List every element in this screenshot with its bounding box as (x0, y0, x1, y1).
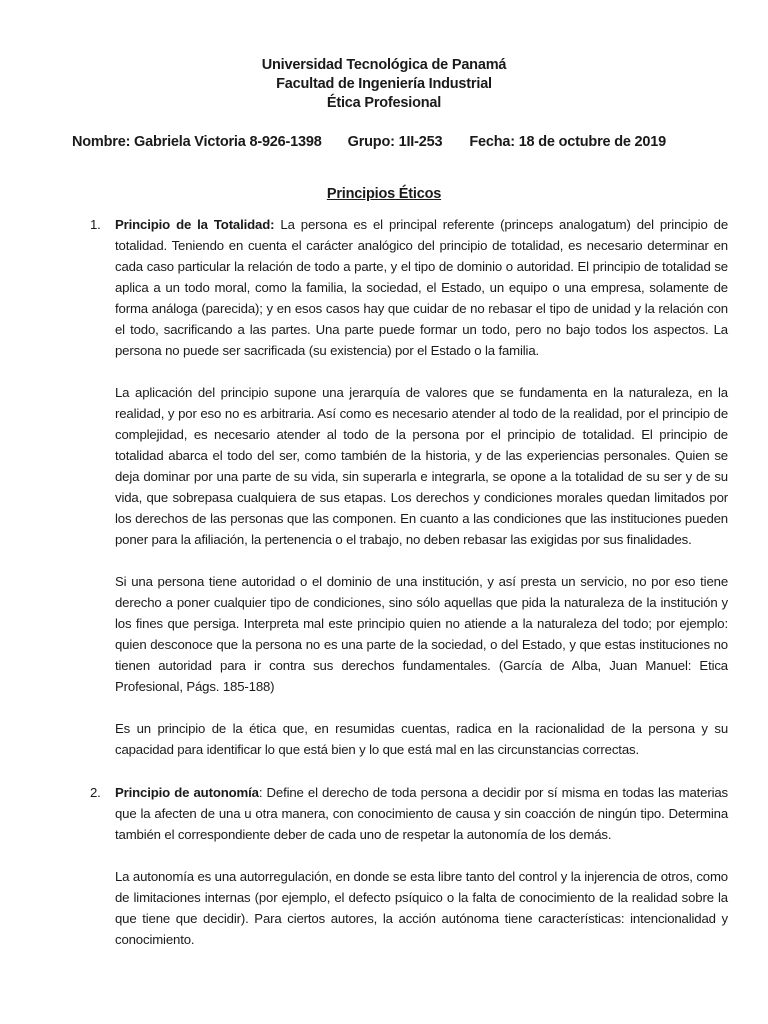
student-name: Nombre: Gabriela Victoria 8-926-1398 (72, 134, 322, 150)
principle-item-totalidad (90, 214, 728, 760)
body-paragraph: La aplicación del principio supone una jerarquía de valores que se fundamenta en la naturaleza, en la realidad, y por eso no es arbitraria. Así como es necesario atender al todo de la realidad, por el principio de complejidad, es necesario atender al todo de la persona por el principio de totalidad. El principio de totalidad abarca el todo del ser, como también de la historia, y de las experiencias personales. Quien se deja dominar por una parte de su vida, sin superarla e integrarla, se opone a la totalidad de su ser y de su vida, que sobrepasa cualquiera de sus etapas. Los derechos y condiciones morales quedan limitados por los derechos de las personas que las componen. En cuanto a las condiciones que las instituciones pueden poner para la afiliación, la pertenencia o el trabajo, no deben rebasar las exigidas por sus finalidades. (115, 385, 728, 547)
faculty-name: Facultad de Ingeniería Industrial (276, 76, 492, 92)
student-group: Grupo: 1II-253 (347, 134, 443, 150)
principle-intro-paragraph (115, 782, 728, 845)
list-number: 1. (90, 217, 101, 232)
principle-intro-paragraph (115, 214, 728, 361)
document-header (0, 56, 768, 113)
submission-date: Fecha: 18 de octubre de 2019 (469, 134, 667, 150)
principle-heading: Principio de la Totalidad: (115, 217, 275, 232)
body-paragraph: Si una persona tiene autoridad o el dominio de una institución, y así presta un servicio, no por eso tiene derecho a poner cualquier tipo de condiciones, sino sólo aquellas que pida la naturaleza de la institución y los fines que persiga. Interpreta mal este principio quien no atiende a la naturaleza del todo; por ejemplo: quien desconoce que la persona no es una parte de la sociedad, o del Estado, y que estas instituciones no tienen autoridad para ir contra sus derechos fundamentales. (García de Alba, Juan Manuel: Etica Profesional, Págs. 185-188) (115, 574, 728, 694)
body-paragraph: La autonomía es una autorregulación, en donde se esta libre tanto del control y la injerencia de otros, como de limitaciones internas (por ejemplo, el defecto psíquico o la falta de conocimiento de la realidad sobre la que tiene que decidir). Para ciertos autores, la acción autónoma tiene características: intencionalidad y conocimiento. (115, 869, 728, 947)
student-info (72, 134, 666, 150)
principle-intro-text: La persona es el principal referente (princeps analogatum) del principio de totalidad. Teniendo en cuenta el carácter analógico del principio de totalidad, es necesario determinar en cada caso particular la relación de todo a parte, y el tipo de dominio o autoridad. El principio de totalidad se aplica a un todo moral, como la familia, la sociedad, el Estado, un equipo o una empresa, solamente de forma análoga (parecida); y en esos casos hay que cuidar de no rebasar el tipo de unidad y la relación con el todo, sacrificando a las partes. Una parte puede formar un todo, pero no bajo todos los aspectos. La persona no puede ser sacrificada (su existencia) por el Estado o la familia. (115, 217, 728, 358)
course-name: Ética Profesional (326, 95, 442, 111)
principle-intro-text: : Define el derecho de toda persona a decidir por sí misma en todas las materias que la afecten de una u otra manera, con conocimiento de causa y sin coacción de ningún tipo. Determina también el correspondiente deber de cada uno de respetar la autonomía de los demás. (115, 785, 728, 842)
document-body (90, 214, 728, 950)
document-title: Principios Éticos (326, 186, 442, 202)
list-number: 2. (90, 785, 101, 800)
principle-item-autonomia (90, 782, 728, 950)
principle-heading: Principio de autonomía (115, 785, 259, 800)
university-name: Universidad Tecnológica de Panamá (261, 57, 507, 73)
body-paragraph: Es un principio de la ética que, en resumidas cuentas, radica en la racionalidad de la persona y su capacidad para identificar lo que está bien y lo que está mal en las circunstancias correctas. (115, 721, 728, 757)
